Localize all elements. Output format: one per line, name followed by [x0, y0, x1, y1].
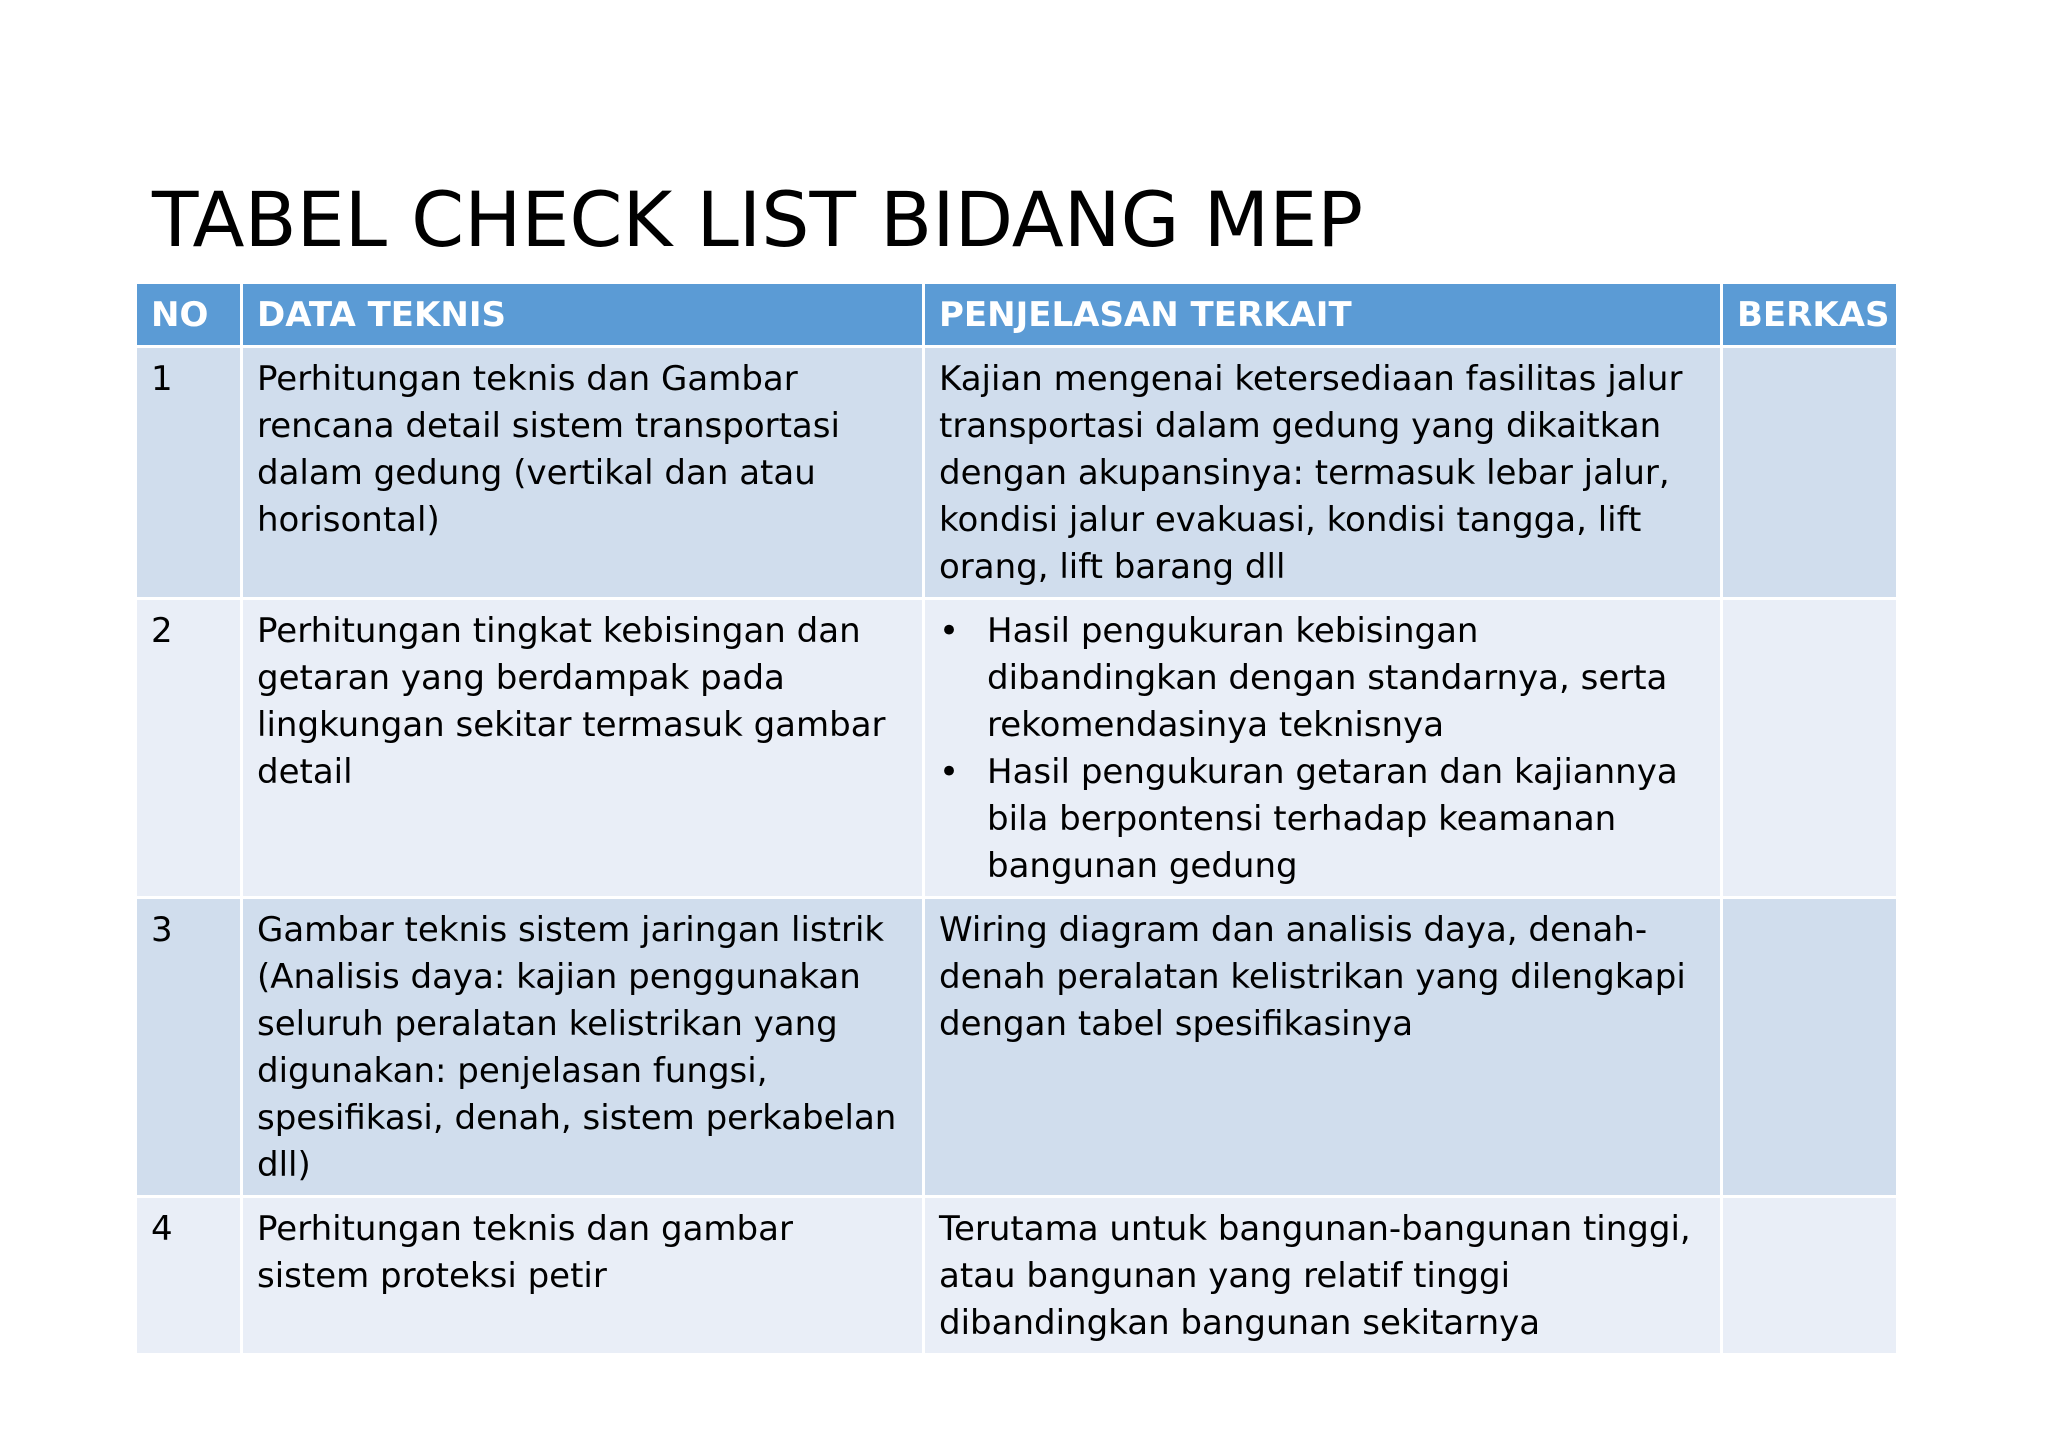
cell-berkas [1722, 898, 1898, 1197]
bullet-icon: • [939, 752, 960, 792]
cell-no: 1 [136, 347, 242, 599]
cell-data-teknis: Gambar teknis sistem jaringan listrik (Analisis daya: kajian penggunakan seluruh peralatan kelistrikan yang digunakan: penjelasan fungsi, spesifikasi, denah, sistem perkabelan dll) [242, 898, 924, 1197]
header-penjelasan-terkait: PENJELASAN TERKAIT [924, 283, 1722, 347]
header-no: NO [136, 283, 242, 347]
header-data-teknis: DATA TEKNIS [242, 283, 924, 347]
table-row [136, 1197, 1898, 1355]
page-title: TABEL CHECK LIST BIDANG MEP [152, 175, 1364, 264]
table-row [136, 898, 1898, 1197]
bullet-text: Hasil pengukuran getaran dan kajiannya bila berpontensi terhadap keamanan bangunan gedung [987, 752, 1678, 886]
checklist-table [134, 281, 1899, 1356]
cell-berkas [1722, 347, 1898, 599]
cell-data-teknis: Perhitungan tingkat kebisingan dan getaran yang berdampak pada lingkungan sekitar termasuk gambar detail [242, 599, 924, 898]
header-berkas: BERKAS [1722, 283, 1898, 347]
table-row [136, 347, 1898, 599]
cell-no: 4 [136, 1197, 242, 1355]
table-header-row [136, 283, 1898, 347]
cell-berkas [1722, 1197, 1898, 1355]
cell-penjelasan: Wiring diagram dan analisis daya, denah-denah peralatan kelistrikan yang dilengkapi dengan tabel spesifikasinya [924, 898, 1722, 1197]
bullet-text: Hasil pengukuran kebisingan dibandingkan dengan standarnya, serta rekomendasinya teknisnya [987, 611, 1668, 745]
cell-data-teknis: Perhitungan teknis dan gambar sistem proteksi petir [242, 1197, 924, 1355]
cell-penjelasan: Kajian mengenai ketersediaan fasilitas jalur transportasi dalam gedung yang dikaitkan dengan akupansinya: termasuk lebar jalur, kondisi jalur evakuasi, kondisi tangga, lift orang, lift barang dll [924, 347, 1722, 599]
cell-no: 2 [136, 599, 242, 898]
bullet-icon: • [939, 611, 960, 651]
cell-data-teknis: Perhitungan teknis dan Gambar rencana detail sistem transportasi dalam gedung (vertikal dan atau horisontal) [242, 347, 924, 599]
penjelasan-bullet-list [939, 608, 1706, 890]
cell-no: 3 [136, 898, 242, 1197]
table-row [136, 599, 1898, 898]
cell-berkas [1722, 599, 1898, 898]
cell-penjelasan [924, 599, 1722, 898]
list-item [939, 608, 1706, 749]
list-item [939, 749, 1706, 890]
cell-penjelasan: Terutama untuk bangunan-bangunan tinggi, atau bangunan yang relatif tinggi dibandingkan bangunan sekitarnya [924, 1197, 1722, 1355]
